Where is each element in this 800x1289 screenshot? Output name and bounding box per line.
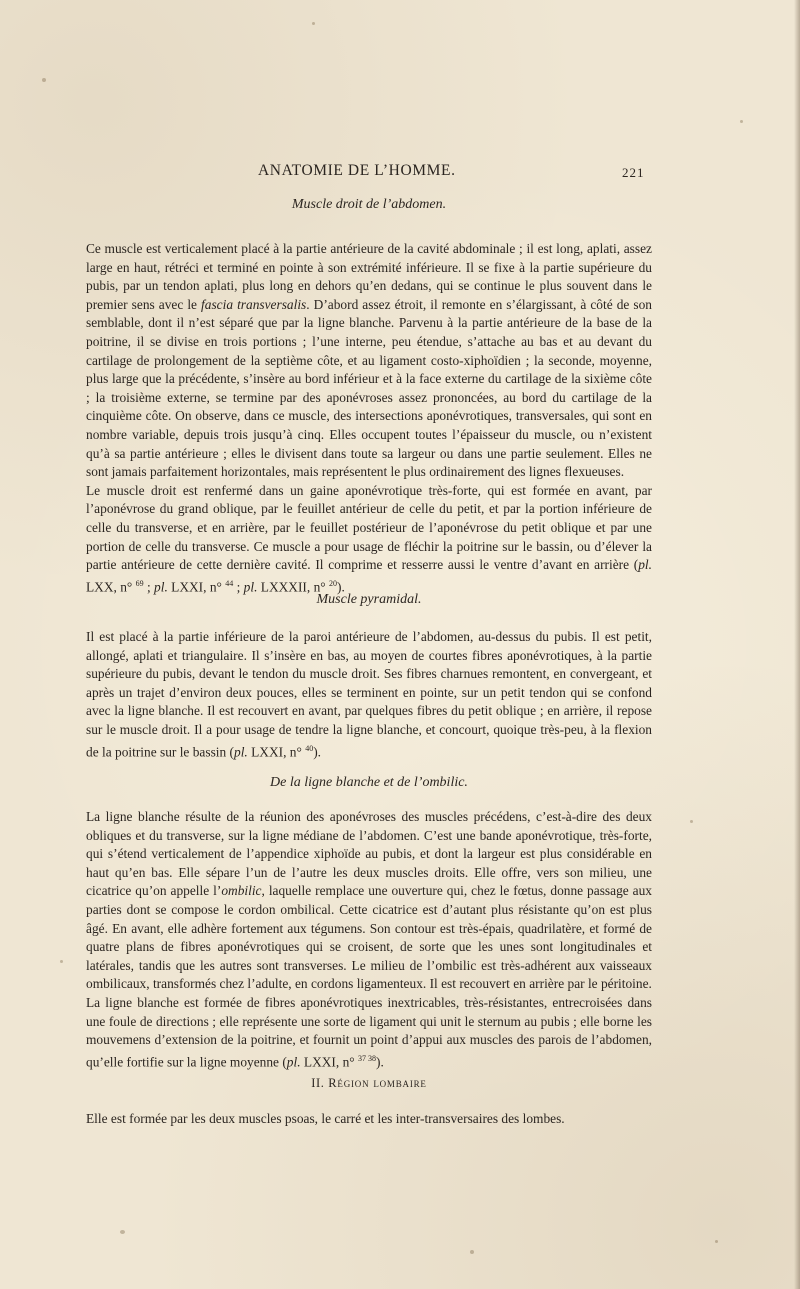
paragraph: Elle est formée par les deux muscles psoas, le carré et les inter-transversaires des lombes. [86,1111,565,1126]
section-body-muscle-pyramidal [86,628,652,762]
section-body-muscle-droit [86,240,652,597]
paragraph: Il est placé à la partie inférieure de la paroi antérieure de l’abdomen, au-dessus du pubis. Il est petit, allongé, aplati et triangulaire. Il s’insère en bas, au moyen de courtes fibres aponévrotiques, à la partie supérieure du pubis, devant le tendon du muscle droit. Ses fibres charnues remontent, en convergeant, et après un trajet d’environ deux pouces, elles se terminent en pointe, sur un petit tendon qui se confond avec la ligne blanche. Il est recouvert en avant, par quelques fibres du petit oblique ; en arrière, il repose sur le muscle droit. Il a pour usage de tendre la ligne blanche, et concourt, quoique très-peu, à la flexion de la poitrine sur le bassin (pl. LXXI, n° $^{40}$). [86,629,652,760]
paper-speck [470,1250,474,1254]
paragraph: Ce muscle est verticalement placé à la partie antérieure de la cavité abdominale ; il est long, aplati, assez large en haut, rétréci et terminé en pointe à son extrémité inférieure. Il se fixe à la partie supérieure du pubis, par un tendon aplati, plus long en dehors qu’en dedans, qui se continue le plus souvent dans le premier sens avec le fascia transversalis. D’abord assez étroit, il remonte en s’élargissant, à côté de son semblable, dont il n’est séparé que par la ligne blanche. Parvenu à la partie antérieure de la base de la poitrine, il se divise en trois portions ; l’une interne, peu étendue, s’attache au bas et au devant du cartilage de prolongement de la septième côte, et au ligament costo-xiphoïdien ; la seconde, moyenne, plus large que la précédente, s’insère au bord inférieur et à la face externe du cartilage de la sixième côte ; la troisième externe, se termine par des aponévroses assez prononcées, au bord du cartilage de la cinquième côte. On observe, dans ce muscle, des intersections aponévrotiques, transversales, qui sont en nombre variable, depuis trois jusqu’à cinq. Elles occupent toutes l’épaisseur du muscle, ou n’existent qu’à sa partie antérieure ; elles le divisent dans toute sa largeur ou dans une partie seulement. Elles ne sont jamais parfaitement horizontales, mais représentent le plus ordinairement des lignes flexueuses. [86,241,652,480]
paper-speck [715,1240,718,1243]
paragraph: Le muscle droit est renfermé dans un gaine aponévrotique très-forte, qui est formée en avant, par l’aponévrose du grand oblique, par le feuillet antérieur de celle du petit, et par la portion inférieure de celle du transverse, et en arrière, par le feuillet postérieur de l’aponévrose du petit oblique et par une portion de celle du transverse. Ce muscle a pour usage de fléchir la poitrine sur le bassin, ou d’élever la partie antérieure de cette dernière cavité. Il comprime et resserre aussi le ventre d’avant en arrière (pl. LXX, n° $^{69}$ ; pl. LXXI, n° $^{44}$ ; pl. LXXXII, n° $^{20}$). [86,482,652,595]
paper-speck [60,960,63,963]
paper-speck [690,820,693,823]
section-title-ligne-blanche: De la ligne blanche et de l’ombilic. [270,775,468,790]
section-body-ligne-blanche [86,808,652,1072]
paper-speck [42,78,46,82]
page-number: 221 [622,165,645,180]
running-header: ANATOMIE DE L’HOMME. [258,162,456,179]
paper-speck [312,22,315,25]
paper-speck [120,1230,125,1234]
region-heading: II. Région lombaire [311,1076,427,1090]
section-title-muscle-pyramidal: Muscle pyramidal. [316,592,422,607]
page-edge-shadow [794,0,800,1289]
section-title-muscle-droit: Muscle droit de l’abdomen. [291,197,447,212]
paper-speck [740,120,743,123]
region-body [86,1110,652,1129]
paragraph: La ligne blanche est formée de fibres aponévrotiques inextricables, très-résistantes, entrecroisées dans une foule de directions ; elle représente une sorte de ligament qui unit le sternum au pubis ; elle borne les mouvemens d’extension de la poitrine, et fournit un point d’appui aux muscles des parois de l’abdomen, qu’elle fortifie sur la ligne moyenne (pl. LXXI, n° $^{37 38}$). [86,994,652,1070]
paragraph: La ligne blanche résulte de la réunion des aponévroses des muscles précédens, c’est-à-dire des deux obliques et du transverse, sur la ligne médiane de l’abdomen. C’est une bande aponévrotique, très-forte, qui s’étend verticalement de l’appendice xiphoïde au pubis, et dont la largeur est plus considérable en haut qu’en bas. Elle sépare l’un de l’autre les deux muscles droits. Elle offre, vers son milieu, une cicatrice qu’on appelle l’ombilic, laquelle remplace une ouverture qui, chez le fœtus, donne passage aux parties dont se compose le cordon ombilical. Cette cicatrice est d’autant plus résistante qu’on est plus âgé. En avant, elle adhère fortement aux tégumens. Son contour est très-épais, quadrilatère, et formé de quatre plans de fibres aponévrotiques qui se croisent, de sorte que les unes sont longitudinales et latérales, tandis que les autres sont transverses. Le milieu de l’ombilic est très-adhérent aux vaisseaux ombilicaux, transformés chez l’adulte, en cordons ligamenteux. Il est recouvert en arrière par le péritoine. [86,809,653,992]
